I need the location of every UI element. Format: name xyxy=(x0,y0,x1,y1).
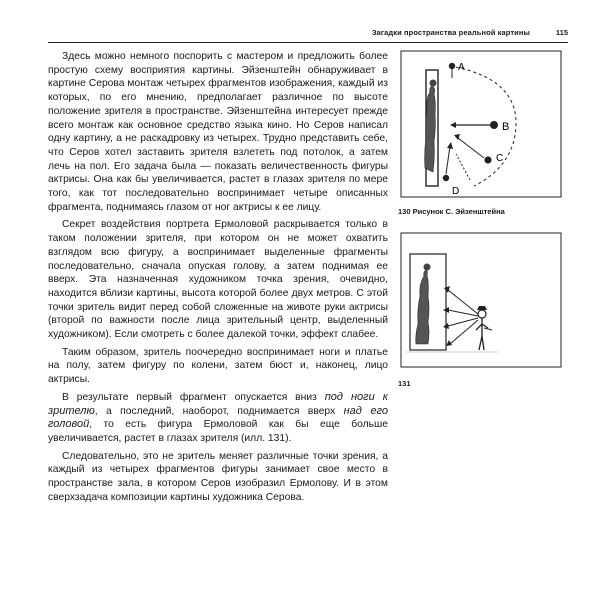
point-a-dot xyxy=(449,63,455,69)
paragraph-text: Здесь можно немного поспорить с мастером и предложить более простую схему восприятия картины. Эйзенштейн обнаруживает в картине Серова монтаж четырех фрагментов изображения, каждый из которых, по его мнению, предполагает различное по высоте положение зрителя в пространстве. Эйзенштейна интересует прежде всего монтаж как основное средство языка кино. Но Серов написал одну картину, а не раскадровку из четырех. Трудно представить себе, что Серов хотел заставить зрителя взлететь под потолок, а затем лечь на пол. Его задача была — показать величественность фигуры актрисы. Она как бы увеличивается, растет в глазах зрителя по мере того, как тот последовательно воспринимает четыре описанных фрагмента, поднимаясь глазом от ног актрисы к ее лицу. xyxy=(48,51,388,213)
arrowhead-up xyxy=(444,286,450,293)
figure-130-caption: 130 Рисунок С. Эйзенштейна xyxy=(398,207,505,216)
sight-line-d xyxy=(456,154,470,180)
body-paragraph xyxy=(48,346,388,387)
point-b-dot xyxy=(490,121,498,129)
eisenstein-viewpoint-sketch xyxy=(398,48,564,200)
body-text xyxy=(48,50,388,509)
sight-line-d-short xyxy=(446,146,450,174)
paragraph-text: , а последний, наоборот, поднимается вверх xyxy=(94,405,344,417)
label-c: C xyxy=(496,153,504,164)
body-paragraph xyxy=(48,50,388,214)
actress-head xyxy=(430,80,437,87)
paragraph-text: , то есть фигура Ермоловой как бы еще больше увеличивается, растет в глазах зрителя (илл. 131). xyxy=(48,419,388,444)
point-c-dot xyxy=(484,156,491,163)
viewer-head xyxy=(478,310,486,318)
sight-line-c xyxy=(458,138,484,158)
viewer-near-painting-sketch xyxy=(398,230,564,370)
figure-130-eisenstein-drawing xyxy=(398,48,564,200)
paragraph-text: Секрет воздействия портрета Ермоловой раскрывается только в таком положении зрителя, при котором он не может охватить взглядом всю фигуру, а воспринимает выделенные фрагменты последовательно, сначала опуская голову, а затем поднимая ее вверх. Эта назначенная художником точка зрения, очевидно, находится вблизи картины, высота которой более двух метров. С этой точки зритель видит перед собой сложенные на животе руки актрисы (второй по важности после лица зрительный центр, выделенный художником). Если смотреть с более далекой точки, эффект слабее. xyxy=(48,219,388,341)
point-d-dot xyxy=(443,175,449,181)
body-paragraph xyxy=(48,450,388,505)
figure-frame xyxy=(401,51,561,197)
label-a: A xyxy=(458,62,465,73)
running-header-title: Загадки пространства реальной картины xyxy=(371,28,530,37)
emphasized-text: над его головой xyxy=(48,404,389,431)
viewer-hand-line xyxy=(484,328,492,330)
arrowhead-b xyxy=(450,122,456,128)
paragraph-text: Таким образом, зритель поочередно воспринимает ноги и платье на полу, затем фигуру по колени, затем бюст и, наконец, лицо актрисы. xyxy=(48,346,388,386)
paragraph-text: Следовательно, это не зритель меняет различные точки зрения, а каждый из четырех фрагментов фигуры занимает свое место в пространстве зала, в котором Серов изобразил Ермолову. И в этом сверхзадача композиции картины художника Серова. xyxy=(48,450,388,503)
sight-line-low xyxy=(448,318,478,326)
emphasized-text: под ноги к зрителю xyxy=(48,390,388,417)
body-paragraph xyxy=(48,391,388,446)
viewer-body xyxy=(476,318,488,350)
figure-131-viewer-drawing xyxy=(398,230,564,370)
sight-line-floor xyxy=(450,320,478,344)
label-d: D xyxy=(452,186,460,197)
body-paragraph xyxy=(48,218,388,341)
viewer-hat xyxy=(477,306,487,310)
arrowhead-d xyxy=(447,142,453,149)
page-number: 115 xyxy=(555,28,568,37)
running-header xyxy=(48,28,568,43)
figure-131-caption: 131 xyxy=(398,379,411,388)
label-b: B xyxy=(502,121,510,133)
actress-head xyxy=(424,264,431,271)
paragraph-text: В результате первый фрагмент опускается вниз xyxy=(62,391,325,403)
actress-silhouette xyxy=(416,270,429,344)
